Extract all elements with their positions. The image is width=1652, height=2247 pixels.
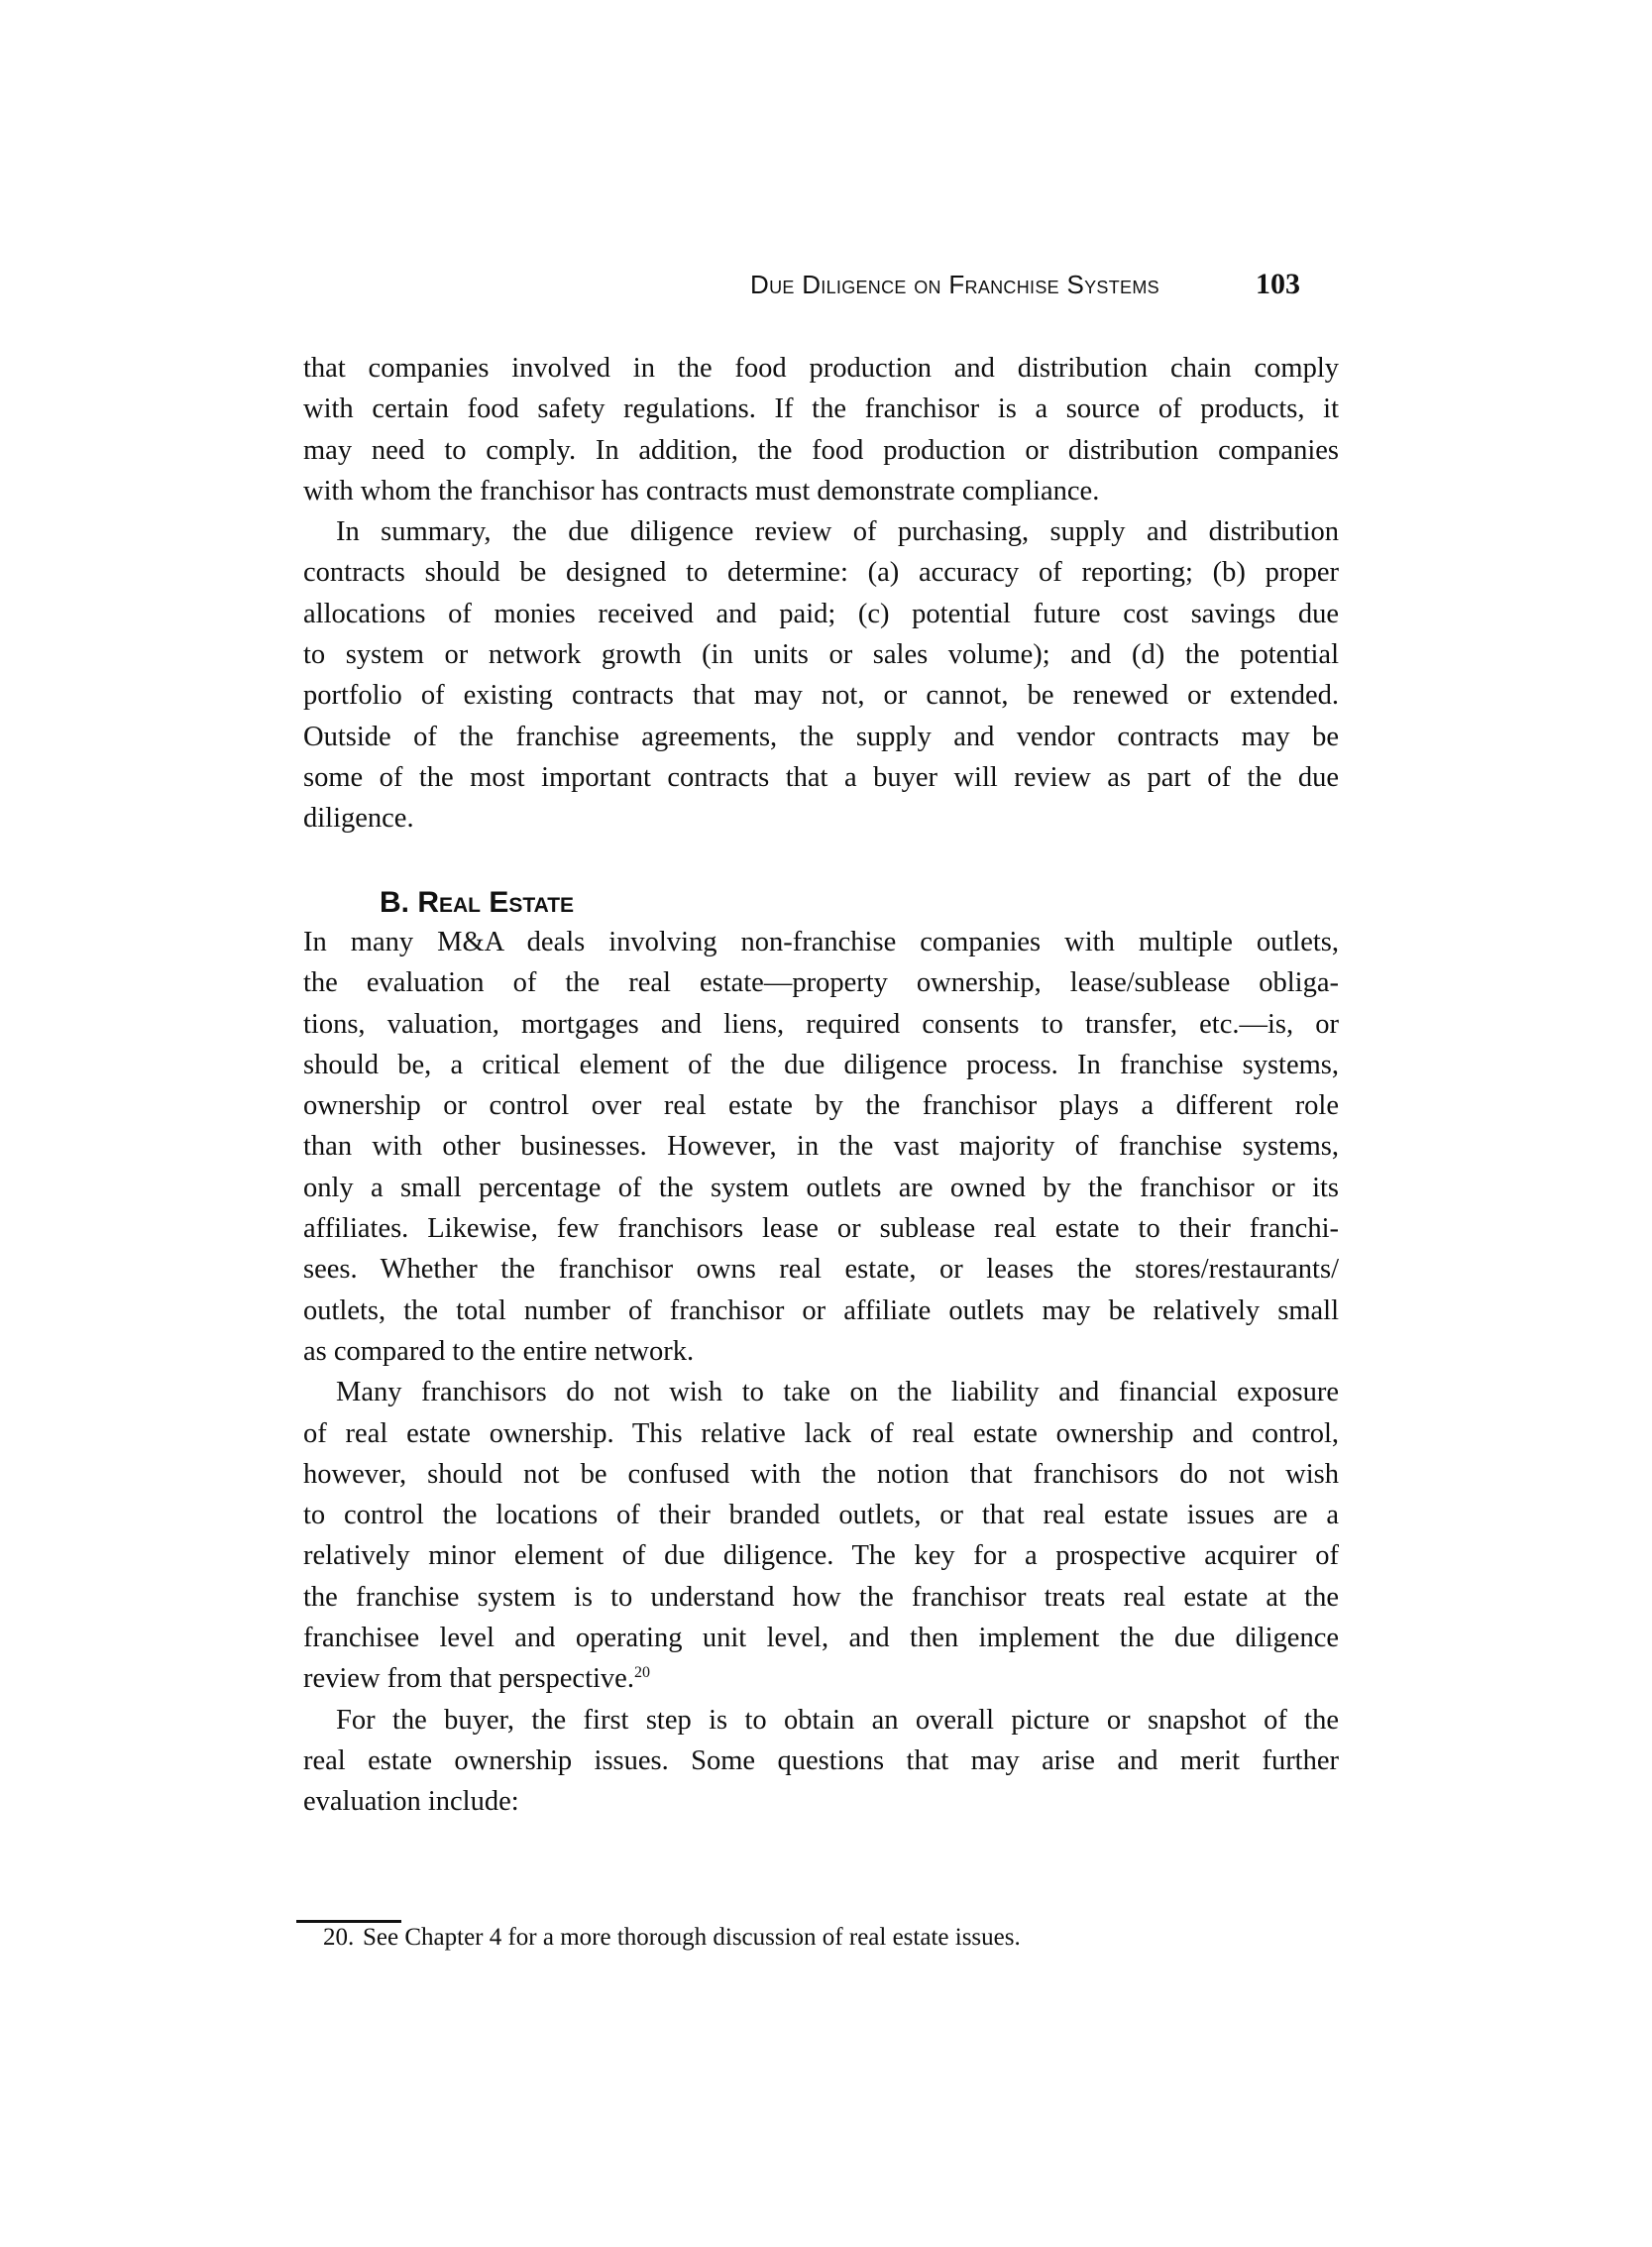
text-line: In summary, the due diligence review of purchasing, supply and distribution (336, 516, 1339, 548)
text-line: franchisee level and operating unit level, and then implement the due diligence (303, 1623, 1339, 1654)
footnote (323, 1923, 1021, 1953)
text-line: should be, a critical element of the due diligence process. In franchise systems, (303, 1049, 1339, 1080)
footnote-reference[interactable]: 20 (633, 1664, 650, 1682)
text-line: that companies involved in the food production and distribution chain comply (303, 353, 1339, 384)
running-title: Due Diligence on Franchise Systems (750, 270, 1159, 299)
text-line: Many franchisors do not wish to take on the liability and financial exposure (336, 1377, 1339, 1408)
running-header (694, 268, 1300, 301)
text-line: than with other businesses. However, in the vast majority of franchise systems, (303, 1131, 1339, 1163)
text-line: as compared to the entire network. (303, 1335, 695, 1367)
text-line: Outside of the franchise agreements, the supply and vendor contracts may be (303, 721, 1339, 752)
text-line: only a small percentage of the system outlets are owned by the franchisor or its (303, 1172, 1339, 1203)
text-line: with certain food safety regulations. If the franchisor is a source of products, it (303, 393, 1339, 425)
text-line-content: review from that perspective. (303, 1663, 634, 1695)
text-line: diligence. (303, 803, 414, 835)
text-line: affiliates. Likewise, few franchisors lease or sublease real estate to their franchi- (303, 1213, 1339, 1245)
text-line: relatively minor element of due diligence. The key for a prospective acquirer of (303, 1540, 1339, 1572)
body-text-block-b (303, 922, 1339, 1823)
text-line: outlets, the total number of franchisor or affiliate outlets may be relatively small (303, 1294, 1339, 1326)
text-line: allocations of monies received and paid; (c) potential future cost savings due (303, 598, 1339, 629)
footnote-number: 20. (323, 1924, 355, 1951)
body-text-block-a (303, 348, 1339, 840)
text-line: of real estate ownership. This relative lack of real estate ownership and control, (303, 1417, 1339, 1449)
text-line: real estate ownership issues. Some questions that may arise and merit further (303, 1744, 1339, 1776)
page-number: 103 (1256, 268, 1300, 300)
footnote-text: See Chapter 4 for a more thorough discussion of real estate issues. (363, 1924, 1021, 1951)
text-line: however, should not be confused with the notion that franchisors do not wish (303, 1458, 1339, 1490)
text-line: portfolio of existing contracts that may not, or cannot, be renewed or extended. (303, 680, 1339, 712)
text-line: contracts should be designed to determine: (a) accuracy of reporting; (b) proper (303, 557, 1339, 589)
text-line: some of the most important contracts that a buyer will review as part of the due (303, 761, 1339, 793)
text-line: to system or network growth (in units or sales volume); and (d) the potential (303, 639, 1339, 671)
text-line: In many M&A deals involving non-franchise companies with multiple outlets, (303, 927, 1339, 957)
section-heading: B. Real Estate (380, 886, 575, 919)
text-line: evaluation include: (303, 1786, 519, 1818)
text-line: For the buyer, the first step is to obtain an overall picture or snapshot of the (336, 1704, 1339, 1736)
text-line (303, 1658, 1339, 1699)
text-line: with whom the franchisor has contracts must demonstrate compliance. (303, 475, 1100, 506)
text-line: may need to comply. In addition, the food production or distribution companies (303, 434, 1339, 466)
text-line: the franchise system is to understand how the franchisor treats real estate at the (303, 1581, 1339, 1613)
text-line: to control the locations of their branded outlets, or that real estate issues are a (303, 1500, 1339, 1531)
text-line: tions, valuation, mortgages and liens, required consents to transfer, etc.—is, or (303, 1008, 1339, 1040)
text-line: sees. Whether the franchisor owns real estate, or leases the stores/restaurants/ (303, 1254, 1339, 1286)
text-line: the evaluation of the real estate—property ownership, lease/sublease obliga- (303, 967, 1339, 999)
text-line: ownership or control over real estate by the franchisor plays a different role (303, 1090, 1339, 1122)
